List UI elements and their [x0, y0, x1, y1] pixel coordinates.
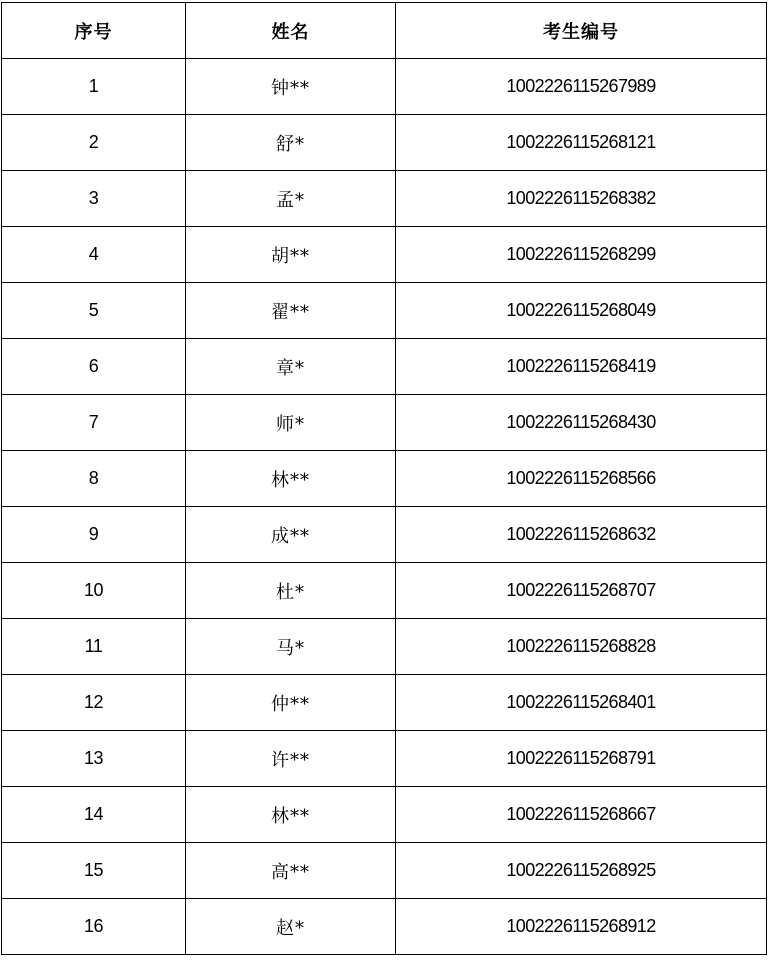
cell-exam-id: 1002226115268121 [396, 115, 767, 171]
cell-exam-id: 1002226115268401 [396, 675, 767, 731]
table-row [2, 171, 767, 227]
cell-exam-id: 1002226115268667 [396, 787, 767, 843]
cell-seq: 2 [2, 115, 186, 171]
cell-seq: 8 [2, 451, 186, 507]
cell-seq: 4 [2, 227, 186, 283]
cell-name: 胡** [186, 227, 396, 283]
cell-exam-id: 1002226115268382 [396, 171, 767, 227]
cell-exam-id: 1002226115268299 [396, 227, 767, 283]
cell-name: 章* [186, 339, 396, 395]
cell-seq: 3 [2, 171, 186, 227]
table-row [2, 115, 767, 171]
cell-exam-id: 1002226115268049 [396, 283, 767, 339]
cell-name: 马* [186, 619, 396, 675]
candidate-table [1, 2, 767, 955]
cell-name: 林** [186, 787, 396, 843]
cell-name: 翟** [186, 283, 396, 339]
table-row [2, 395, 767, 451]
cell-name: 钟** [186, 59, 396, 115]
table-row [2, 619, 767, 675]
table-row [2, 731, 767, 787]
cell-exam-id: 1002226115268566 [396, 451, 767, 507]
cell-exam-id: 1002226115267989 [396, 59, 767, 115]
cell-seq: 16 [2, 899, 186, 955]
cell-name: 赵* [186, 899, 396, 955]
cell-seq: 14 [2, 787, 186, 843]
header-exam-id: 考生编号 [396, 3, 767, 59]
table-row [2, 451, 767, 507]
cell-seq: 15 [2, 843, 186, 899]
cell-name: 林** [186, 451, 396, 507]
cell-exam-id: 1002226115268791 [396, 731, 767, 787]
cell-exam-id: 1002226115268707 [396, 563, 767, 619]
cell-name: 高** [186, 843, 396, 899]
cell-exam-id: 1002226115268828 [396, 619, 767, 675]
cell-name: 孟* [186, 171, 396, 227]
table-row [2, 227, 767, 283]
table-row [2, 675, 767, 731]
cell-seq: 12 [2, 675, 186, 731]
cell-seq: 6 [2, 339, 186, 395]
table-row [2, 787, 767, 843]
cell-exam-id: 1002226115268632 [396, 507, 767, 563]
table-row [2, 899, 767, 955]
cell-name: 舒* [186, 115, 396, 171]
table-row [2, 283, 767, 339]
cell-seq: 9 [2, 507, 186, 563]
cell-name: 成** [186, 507, 396, 563]
cell-exam-id: 1002226115268430 [396, 395, 767, 451]
table-row [2, 563, 767, 619]
cell-name: 许** [186, 731, 396, 787]
cell-exam-id: 1002226115268419 [396, 339, 767, 395]
cell-seq: 1 [2, 59, 186, 115]
cell-seq: 11 [2, 619, 186, 675]
cell-seq: 7 [2, 395, 186, 451]
header-name: 姓名 [186, 3, 396, 59]
cell-seq: 13 [2, 731, 186, 787]
cell-seq: 5 [2, 283, 186, 339]
table-header-row [2, 3, 767, 59]
table-row [2, 507, 767, 563]
table-row [2, 843, 767, 899]
cell-name: 杜* [186, 563, 396, 619]
header-seq: 序号 [2, 3, 186, 59]
cell-exam-id: 1002226115268925 [396, 843, 767, 899]
table-row [2, 339, 767, 395]
table-row [2, 59, 767, 115]
cell-seq: 10 [2, 563, 186, 619]
cell-exam-id: 1002226115268912 [396, 899, 767, 955]
cell-name: 师* [186, 395, 396, 451]
cell-name: 仲** [186, 675, 396, 731]
